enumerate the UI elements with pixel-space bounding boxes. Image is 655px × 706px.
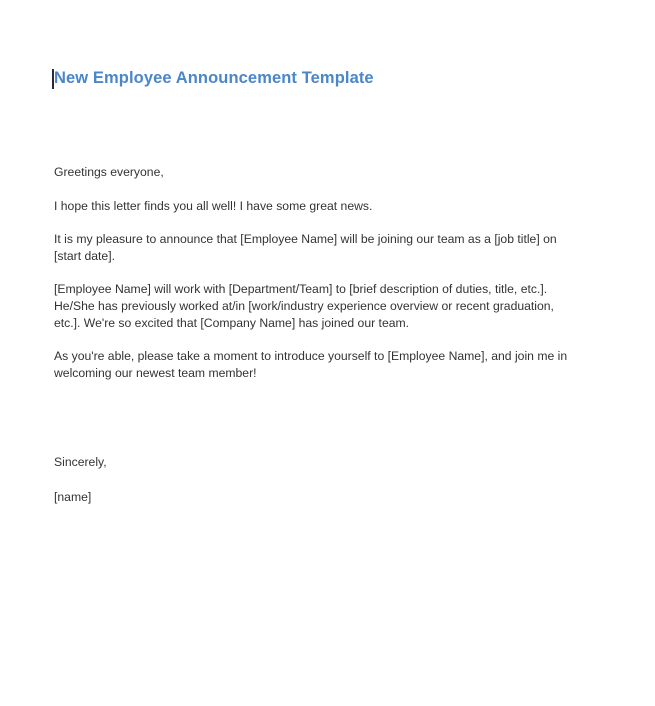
signature-name-text[interactable]: [name] <box>54 489 92 504</box>
body-paragraph-4[interactable]: As you're able, please take a moment to introduce yourself to [Employee Name], and join me in welcoming our newest team member! <box>54 349 568 380</box>
title-body-spacer <box>54 90 576 164</box>
document-body <box>54 66 576 506</box>
page-title[interactable]: New Employee Announcement Template <box>54 69 374 87</box>
text-cursor-icon <box>52 69 54 89</box>
body-paragraph-2[interactable]: It is my pleasure to announce that [Employee Name] will be joining our team as a [job title] on [start date]. <box>54 232 557 263</box>
body-paragraph-3[interactable]: [Employee Name] will work with [Department/Team] to [brief description of duties, title, etc.]. He/She has previously worked at/in [work/industry experience overview or recent graduation, etc.]. We're so excited that [Company Name] has joined our team. <box>54 282 554 330</box>
document-title-line <box>54 66 576 90</box>
body-closing-spacer <box>54 381 576 454</box>
salutation-text[interactable]: Greetings everyone, <box>54 165 164 179</box>
body-paragraph-1[interactable]: I hope this letter finds you all well! I have some great news. <box>54 198 373 213</box>
sign-off-text[interactable]: Sincerely, <box>54 455 107 470</box>
